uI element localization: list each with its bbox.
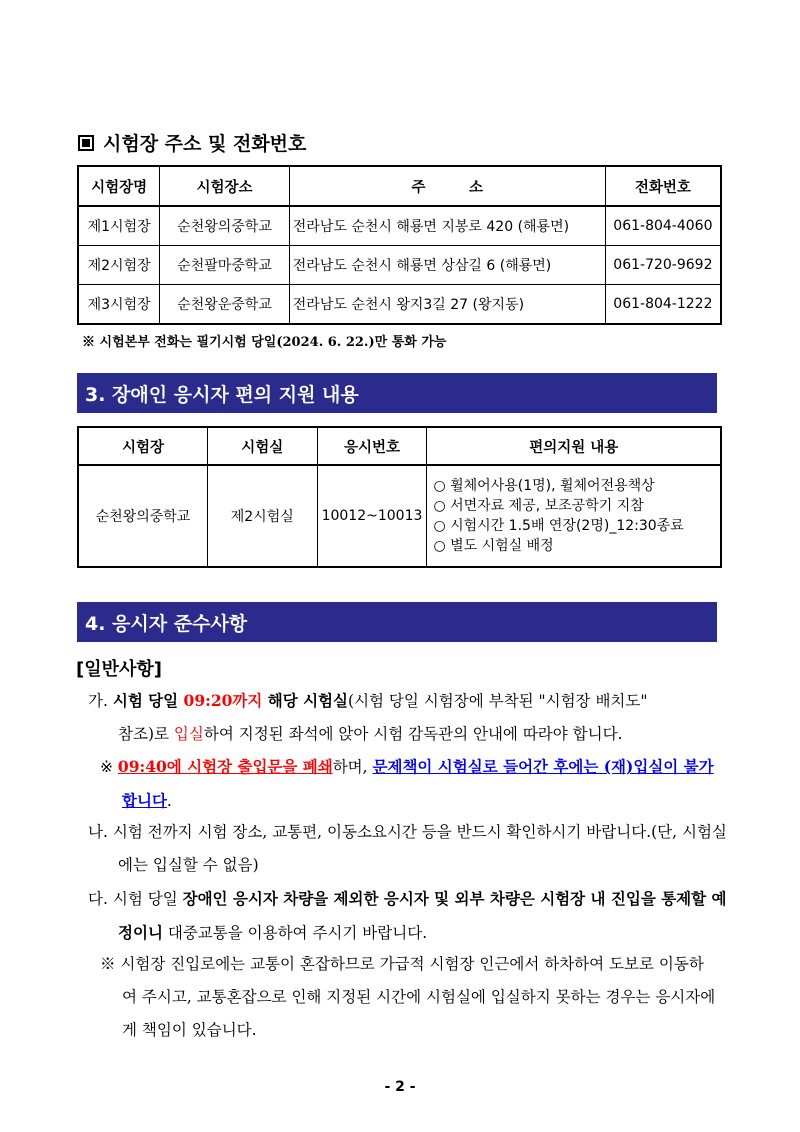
header-cell: 시험장: [78, 427, 207, 465]
note-text: .: [166, 792, 172, 810]
header-cell: 편의지원 내용: [427, 427, 721, 465]
section-banner-text: 3. 장애인 응시자 편의 지원 내용: [85, 383, 359, 406]
header-cell: 시험장소: [160, 166, 290, 206]
rule-text: 해당 시험실: [262, 691, 349, 710]
page-number: - 2 -: [384, 1079, 416, 1095]
venue-school: 순천팔마중학교: [160, 246, 290, 285]
venue-address: 전라남도 순천시 왕지3길 27 (왕지동): [289, 285, 605, 325]
rule-ga-note: [78, 750, 718, 818]
rule-vehicle-control: 장애인 응시자 차량을 제외한 응시자 및 외부 차량은 시험장 내 진입을 통제할 예정이니: [118, 889, 727, 942]
support-numbers: 10012~10013: [317, 465, 427, 567]
table-row: [78, 465, 721, 567]
square-bullet-icon: [78, 135, 94, 151]
venue-phone: 061-804-4060: [605, 206, 721, 246]
venue-name: 제3시험장: [78, 285, 160, 325]
rule-text: 시험 당일: [112, 691, 184, 710]
note-text: ※ 시험장 진입로에는 교통이 혼잡하므로 가급적 시험장 인근에서 하차하여 도보로 이동하여 주시고, 교통혼잡으로 인해 지정된 시간에 시험실에 입실하지 못하는 경우는 응시자에게 책임이 있습니다.: [100, 955, 716, 1039]
venue-name: 제2시험장: [78, 246, 160, 285]
note-mark: ※: [100, 758, 118, 776]
rule-ga: [78, 684, 728, 751]
table-header-row: [78, 427, 721, 465]
support-room: 제2시험실: [207, 465, 317, 567]
header-cell: 시험실: [207, 427, 317, 465]
rule-da-note: [78, 948, 718, 1047]
table-row: [78, 246, 721, 285]
venue-name: 제1시험장: [78, 206, 160, 246]
note-text: 하며,: [332, 758, 373, 776]
venue-phone: 061-804-1222: [605, 285, 721, 325]
rule-highlight-time: 09:20까지: [183, 691, 263, 710]
venue-address: 전라남도 순천시 해룡면 지봉로 420 (해룡면): [289, 206, 605, 246]
header-cell: 시험장명: [78, 166, 160, 206]
header-cell: 주 소: [289, 166, 605, 206]
venue-school: 순천왕의중학교: [160, 206, 290, 246]
note-no-reentry: 문제책이 시험실로 들어간 후에는 (재)입실이 불가합니다: [122, 757, 714, 810]
accessibility-table: [77, 426, 722, 568]
rule-marker: 나.: [88, 823, 108, 841]
venue-phone: 061-720-9692: [605, 246, 721, 285]
rule-text: (시험 당일 시험장에 부착된 "시험장 배치도": [348, 692, 648, 710]
list-item: ○ 시험시간 1.5배 연장(2명)_12:30종료: [433, 518, 684, 534]
section-banner-rules: [77, 602, 717, 642]
support-site: 순천왕의중학교: [78, 465, 207, 567]
section-banner-accessibility: [77, 373, 717, 413]
rule-highlight-entry: 입실: [173, 725, 204, 743]
phone-note: ※ 시험본부 전화는 필기시험 당일(2024. 6. 22.)만 통화 가능: [82, 335, 447, 350]
section-banner-text: 4. 응시자 준수사항: [85, 612, 248, 635]
rule-marker: 다.: [88, 890, 108, 908]
note-gate-close: 09:40에 시험장 출입문을 폐쇄: [117, 757, 333, 776]
section-title-addresses: [78, 129, 306, 156]
rule-na: [78, 816, 728, 882]
rule-text: 시험 전까지 시험 장소, 교통편, 이동소요시간 등을 반드시 확인하시기 바랍니다.(단, 시험실에는 입실할 수 없음): [112, 823, 727, 874]
table-header-row: [78, 166, 721, 206]
venue-address: 전라남도 순천시 해룡면 상삼길 6 (해룡면): [289, 246, 605, 285]
table-row: [78, 206, 721, 246]
subheading-general: [일반사항]: [76, 659, 163, 680]
venue-table: [77, 165, 722, 325]
rule-text: 대중교통을 이용하여 주시기 바랍니다.: [162, 924, 428, 942]
list-item: ○ 별도 시험실 배정: [433, 538, 554, 554]
list-item: ○ 휠체어사용(1명), 휠체어전용책상: [433, 478, 655, 494]
rule-text: 참조)로: [118, 725, 174, 743]
support-list: [427, 465, 721, 567]
section-title-text: 시험장 주소 및 전화번호: [103, 133, 307, 155]
list-item: ○ 서면자료 제공, 보조공학기 지참: [433, 498, 644, 514]
header-cell: 응시번호: [317, 427, 427, 465]
rule-text: 하여 지정된 좌석에 앉아 시험 감독관의 안내에 따라야 합니다.: [203, 725, 623, 743]
rule-text: 시험 당일: [112, 890, 183, 908]
venue-school: 순천왕운중학교: [160, 285, 290, 325]
rule-marker: 가.: [88, 692, 108, 710]
header-cell: 전화번호: [605, 166, 721, 206]
table-row: [78, 285, 721, 325]
rule-da: [78, 882, 728, 950]
